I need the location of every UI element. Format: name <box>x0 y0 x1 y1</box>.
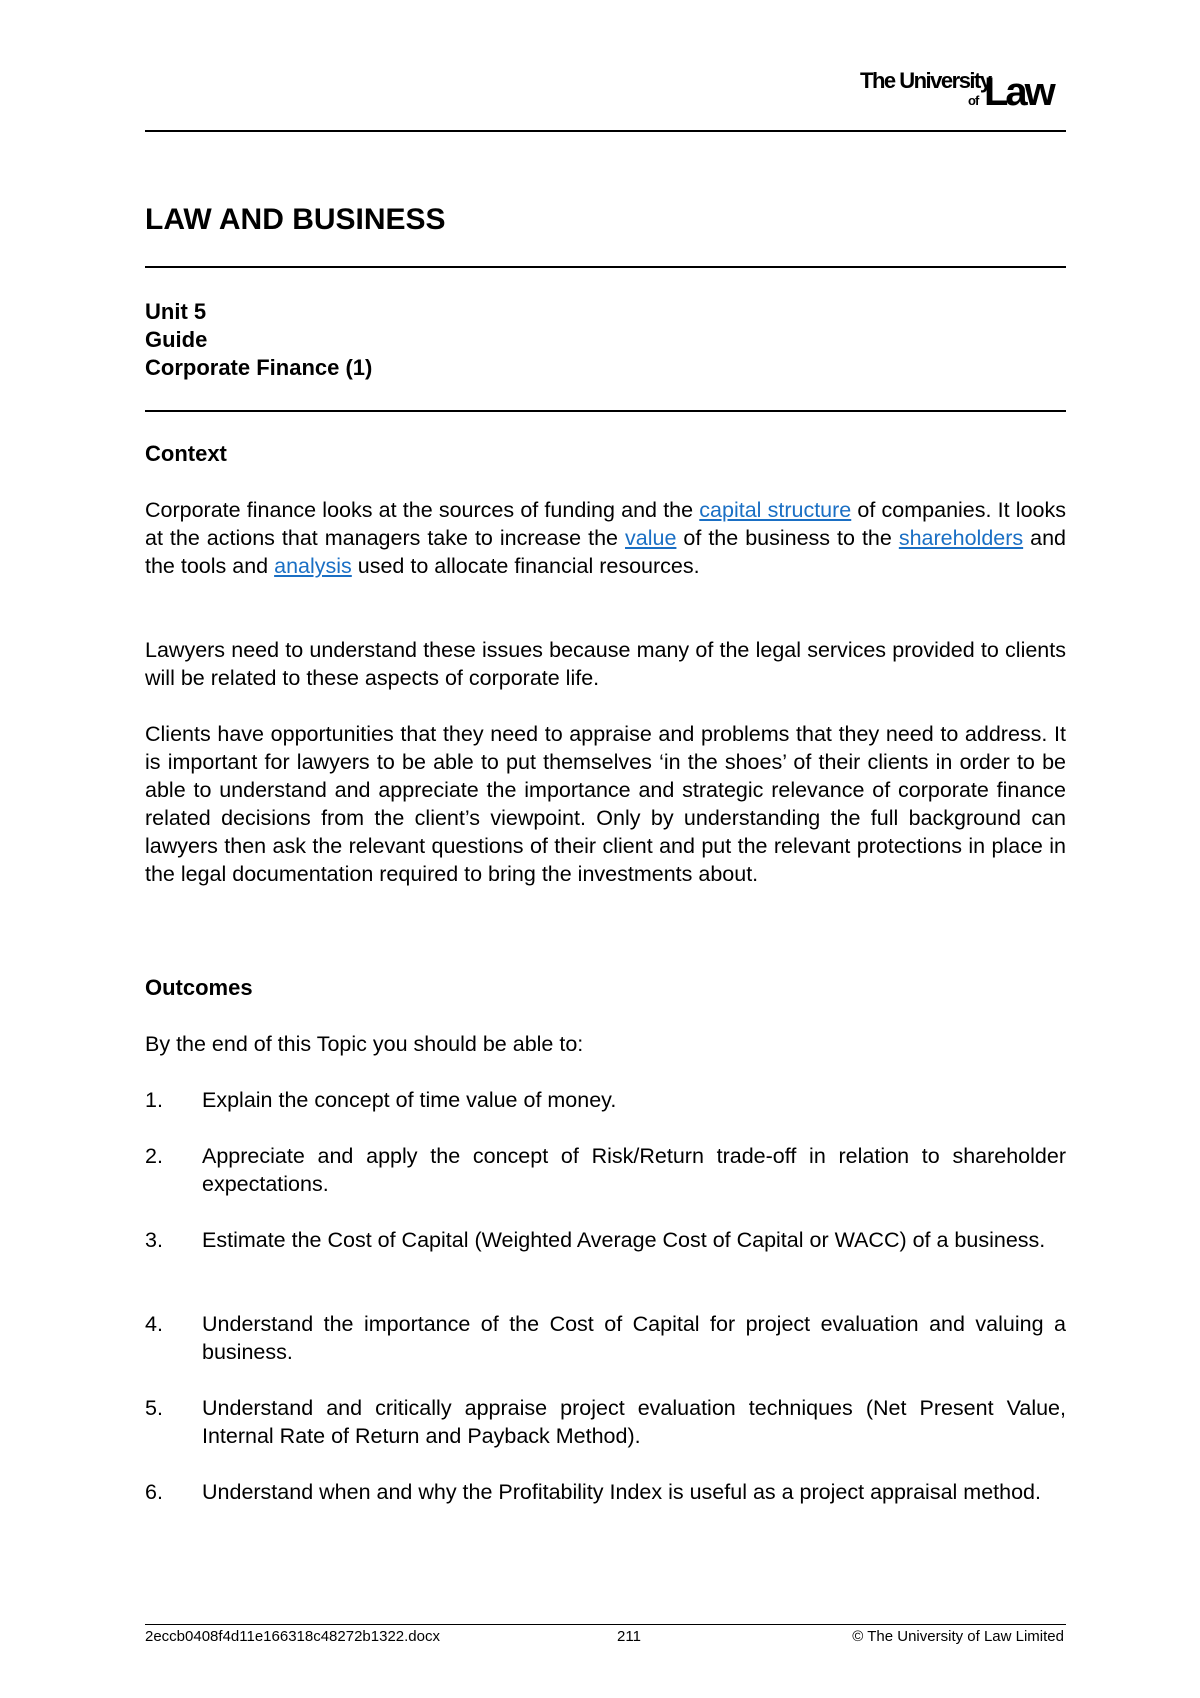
list-item-number: 3. <box>145 1228 163 1252</box>
outcomes-intro: By the end of this Topic you should be able to: <box>145 1032 584 1056</box>
link-capital-structure[interactable]: capital structure <box>699 498 852 522</box>
paragraph-text: of companies. It looks at the actions that managers take to increase the <box>145 498 1066 550</box>
logo-line-2: of <box>968 93 979 108</box>
paragraph-text: of the business to the <box>676 526 899 550</box>
university-logo <box>856 68 1066 112</box>
list-item-number: 2. <box>145 1144 163 1168</box>
footer-page-number: 211 <box>617 1628 641 1645</box>
unit-topic: Corporate Finance (1) <box>145 355 373 380</box>
context-heading: Context <box>145 441 227 466</box>
paragraph-text: used to allocate financial resources. <box>351 554 700 578</box>
title-divider <box>145 266 1066 268</box>
list-item-number: 4. <box>145 1312 163 1336</box>
list-item-text: Understand and critically appraise project evaluation techniques (Net Present Value, Internal Rate of Return and Payback Method). <box>202 1396 1066 1448</box>
list-item-text: Understand the importance of the Cost of Capital for project evaluation and valuing a business. <box>202 1312 1066 1364</box>
paragraph-text: Corporate finance looks at the sources of funding and the <box>145 498 700 522</box>
page-title: LAW AND BUSINESS <box>145 203 446 236</box>
list-item-number: 5. <box>145 1396 163 1420</box>
outcomes-heading: Outcomes <box>145 975 253 1000</box>
unit-divider <box>145 410 1066 412</box>
link-analysis[interactable]: analysis <box>274 554 352 578</box>
context-paragraph-3: Clients have opportunities that they need to appraise and problems that they need to address. It is important for lawyers to be able to put themselves ‘in the shoes’ of their clients in order to be able to understand and appreciate the importance and strategic relevance of corporate finance related decisions from the client’s viewpoint. Only by understanding the full background can lawyers then ask the relevant questions of their client and put the relevant protections in place in the legal documentation required to bring the investments about. <box>145 722 1066 886</box>
link-value[interactable]: value <box>625 526 677 550</box>
footer-divider <box>145 1624 1066 1625</box>
footer-filename: 2eccb0408f4d11e166318c48272b1322.docx <box>145 1628 440 1645</box>
context-paragraph-2: Lawyers need to understand these issues because many of the legal services provided to clients will be related to these aspects of corporate life. <box>145 638 1066 690</box>
list-item-number: 1. <box>145 1088 163 1112</box>
logo-line-3: Law <box>984 70 1053 114</box>
link-shareholders[interactable]: shareholders <box>898 526 1024 550</box>
unit-type: Guide <box>145 327 208 352</box>
list-item-text: Estimate the Cost of Capital (Weighted Average Cost of Capital or WACC) of a business. <box>202 1228 1046 1252</box>
logo-line-1: The University <box>860 68 991 93</box>
paragraph-text: and the tools and <box>145 526 1066 578</box>
list-item-text: Appreciate and apply the concept of Risk/Return trade-off in relation to shareholder expectations. <box>202 1144 1066 1196</box>
unit-number: Unit 5 <box>145 299 207 324</box>
unit-block <box>145 298 372 382</box>
footer-copyright: © The University of Law Limited <box>852 1628 1064 1645</box>
context-paragraph-1 <box>145 496 1066 580</box>
list-item-number: 6. <box>145 1480 163 1504</box>
list-item-text: Explain the concept of time value of money. <box>202 1088 617 1112</box>
header-divider <box>145 130 1066 132</box>
list-item-text: Understand when and why the Profitability Index is useful as a project appraisal method. <box>202 1480 1041 1504</box>
